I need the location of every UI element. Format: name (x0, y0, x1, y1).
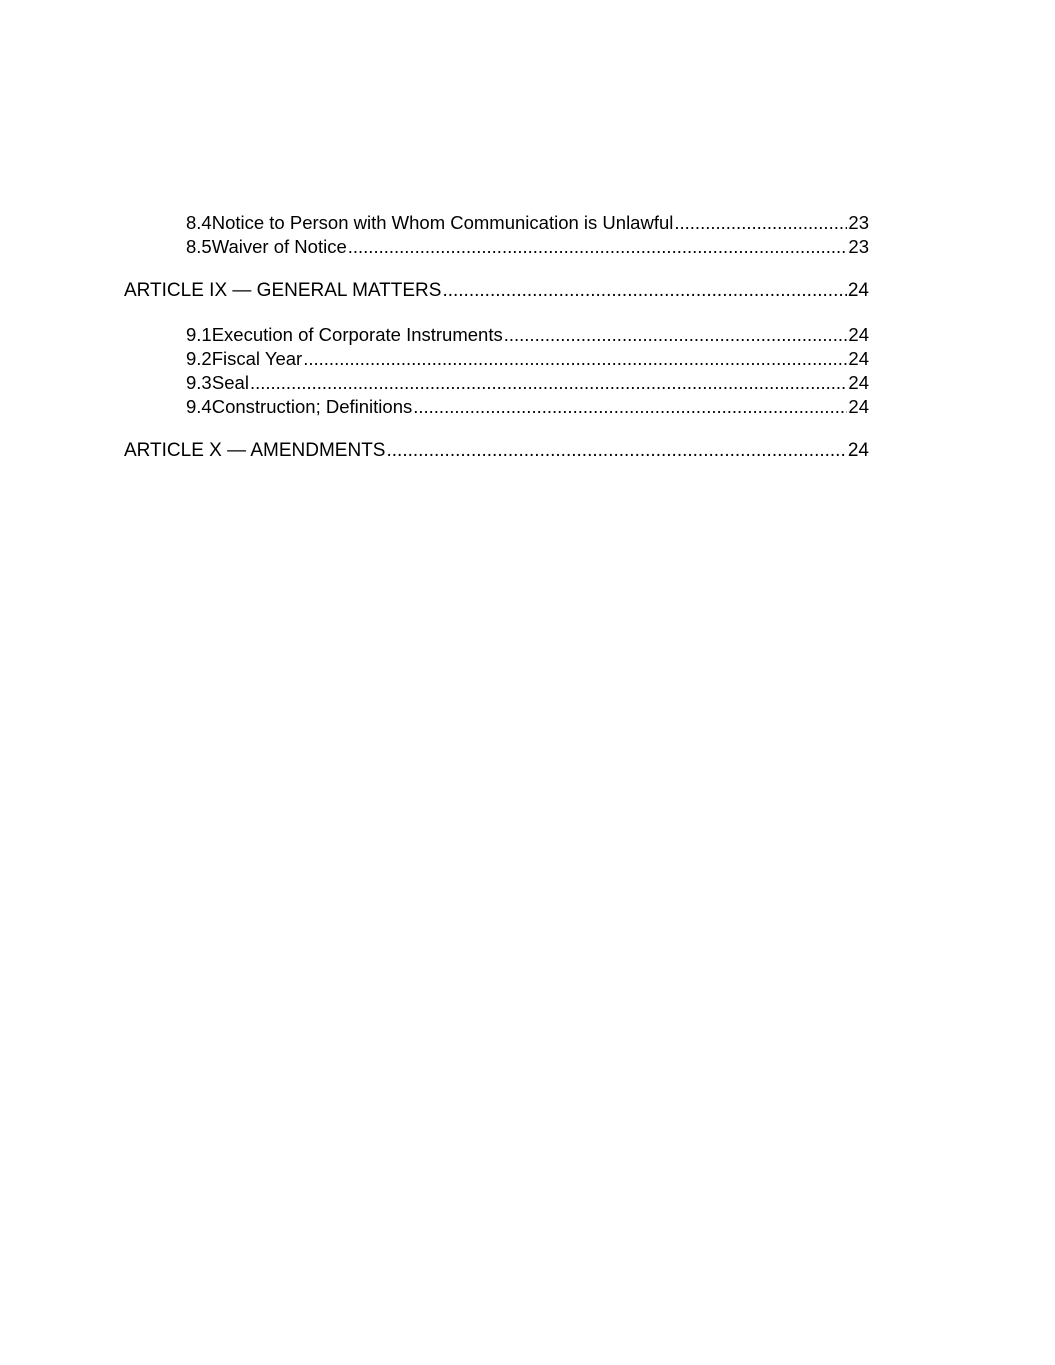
page-number: 24 (848, 324, 869, 345)
section-title: Fiscal Year (211, 348, 303, 369)
section-title: Waiver of Notice (211, 236, 347, 257)
dot-leader (413, 395, 847, 419)
spacer (124, 259, 869, 279)
toc-article-ix[interactable] (124, 279, 869, 303)
page-number: 23 (848, 236, 869, 257)
section-number: 9.3 (186, 372, 212, 393)
section-number: 8.5 (186, 236, 212, 257)
dot-leader (386, 439, 846, 463)
toc-entry-8-5[interactable] (124, 235, 869, 259)
section-number: 8.4 (186, 212, 212, 233)
article-title: ARTICLE IX — GENERAL MATTERS (124, 280, 442, 301)
dot-leader (348, 235, 848, 259)
spacer (124, 419, 869, 439)
dot-leader (303, 347, 847, 371)
dot-leader (504, 323, 848, 347)
toc-entry-9-2[interactable] (124, 347, 869, 371)
table-of-contents (124, 211, 869, 463)
section-number: 9.2 (186, 348, 212, 369)
toc-entry-9-4[interactable] (124, 395, 869, 419)
toc-entry-9-1[interactable] (124, 323, 869, 347)
dot-leader (250, 371, 847, 395)
page-number: 24 (847, 440, 869, 461)
section-title: Execution of Corporate Instruments (211, 324, 503, 345)
section-number: 9.1 (186, 324, 212, 345)
section-title: Construction; Definitions (211, 396, 413, 417)
toc-entry-8-4[interactable] (124, 211, 869, 235)
page-number: 24 (848, 372, 869, 393)
page-number: 24 (848, 396, 869, 417)
section-title: Notice to Person with Whom Communication is Unlawful (211, 212, 674, 233)
page-number: 24 (847, 280, 869, 301)
spacer (124, 303, 869, 323)
page-number: 23 (848, 212, 869, 233)
toc-article-x[interactable] (124, 439, 869, 463)
dot-leader (442, 279, 846, 303)
toc-entry-9-3[interactable] (124, 371, 869, 395)
section-number: 9.4 (186, 396, 212, 417)
dot-leader (674, 211, 847, 235)
article-title: ARTICLE X — AMENDMENTS (124, 440, 386, 461)
section-title: Seal (211, 372, 249, 393)
page-number: 24 (848, 348, 869, 369)
